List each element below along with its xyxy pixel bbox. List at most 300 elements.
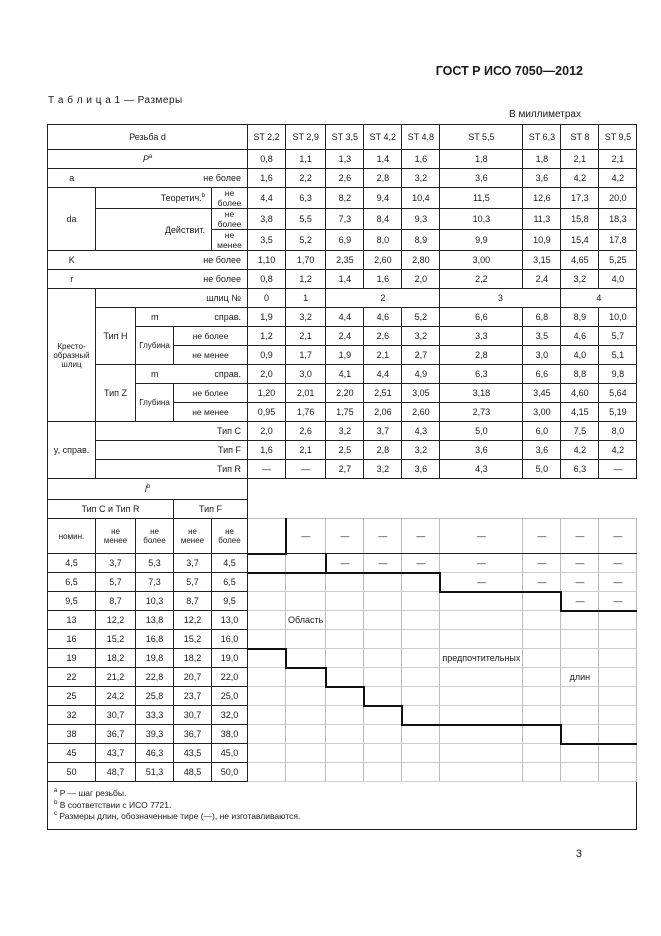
value-cell: 4,9 <box>402 365 440 384</box>
value-cell: 4,2 <box>599 169 637 188</box>
value-cell: 4,2 <box>599 441 637 460</box>
length-cell: 23,7 <box>174 687 212 706</box>
label-cell: Тип F <box>174 500 248 519</box>
value-cell: 3,45 <box>523 384 561 403</box>
value-cell: 8,2 <box>326 188 364 209</box>
region-cell <box>440 725 523 744</box>
region-cell <box>402 592 440 611</box>
dash-cell: — <box>523 554 561 573</box>
length-cell: 16,0 <box>212 630 248 649</box>
value-cell: 5,5 <box>286 209 326 230</box>
footnote-text: Размеры длин, обозначенные тире (—), не изготавливаются. <box>57 811 301 821</box>
region-cell <box>599 649 637 668</box>
value-cell: 20,0 <box>599 188 637 209</box>
region-cell <box>599 630 637 649</box>
value-cell: 2,8 <box>364 441 402 460</box>
value-cell: 2,6 <box>286 422 326 441</box>
region-cell <box>248 763 286 782</box>
value-cell: 5,0 <box>523 460 561 479</box>
footnote-mark: c <box>54 811 57 818</box>
value-cell: 3,2 <box>402 327 440 346</box>
value-cell: 1,6 <box>248 169 286 188</box>
region-label: Область <box>286 611 326 630</box>
region-cell <box>326 649 364 668</box>
dash-cell: — <box>561 519 599 554</box>
label-cell: справ. <box>174 308 248 327</box>
region-cell <box>523 611 561 630</box>
dash-cell: — <box>402 554 440 573</box>
table-row <box>48 169 637 188</box>
length-cell: 21,2 <box>96 668 136 687</box>
length-cell: 20,7 <box>174 668 212 687</box>
value-cell: 2,2 <box>440 270 523 289</box>
value-cell: 4,4 <box>364 365 402 384</box>
label-cell: не более <box>212 519 248 554</box>
dash-cell: — <box>440 573 523 592</box>
value-cell: 1,6 <box>364 270 402 289</box>
region-cell <box>248 744 286 763</box>
footnote-mark: b <box>201 193 205 199</box>
value-cell: 1,10 <box>248 251 286 270</box>
length-cell: 8,7 <box>96 592 136 611</box>
value-cell: 4,2 <box>561 169 599 188</box>
label-cell: Тип C и Тип R <box>48 500 174 519</box>
value-cell: 4,15 <box>561 403 599 422</box>
length-cell: 6,5 <box>48 573 96 592</box>
length-cell: 48,5 <box>174 763 212 782</box>
dash-cell: — <box>561 573 599 592</box>
value-cell: 9,9 <box>440 230 523 251</box>
region-cell <box>440 630 523 649</box>
label-cell: не менее <box>174 346 248 365</box>
label-cell: не более <box>96 251 248 270</box>
value-cell: 10,0 <box>599 308 637 327</box>
length-cell: 4,5 <box>48 554 96 573</box>
value-cell: 3,2 <box>561 270 599 289</box>
value-cell: 1,4 <box>364 150 402 169</box>
region-cell <box>248 573 286 592</box>
notes-row <box>48 782 637 830</box>
table-row <box>48 592 637 611</box>
value-cell: 5,2 <box>286 230 326 251</box>
table-row <box>48 744 637 763</box>
length-cell: 12,2 <box>174 611 212 630</box>
length-cell: 10,3 <box>136 592 174 611</box>
value-cell: 15,4 <box>561 230 599 251</box>
region-cell <box>286 649 326 668</box>
value-cell: 1,2 <box>286 270 326 289</box>
region-cell <box>326 744 364 763</box>
value-cell: — <box>248 460 286 479</box>
length-cell: 15,2 <box>96 630 136 649</box>
value-cell: 9,4 <box>364 188 402 209</box>
region-cell <box>402 649 440 668</box>
region-cell <box>440 668 523 687</box>
value-cell: 2,01 <box>286 384 326 403</box>
column-header: ST 6,3 <box>523 125 561 150</box>
label-cell: K <box>48 251 96 270</box>
value-cell: 1,9 <box>248 308 286 327</box>
column-header: ST 2,2 <box>248 125 286 150</box>
region-cell <box>364 668 402 687</box>
value-cell: 2,73 <box>440 403 523 422</box>
label-cell: не менее <box>96 519 136 554</box>
label-cell: Тип R <box>96 460 248 479</box>
region-cell <box>326 725 364 744</box>
value-cell: 0,8 <box>248 150 286 169</box>
value-cell: 2,60 <box>364 251 402 270</box>
value-cell: 5,1 <box>599 346 637 365</box>
value-cell: 2,6 <box>364 327 402 346</box>
value-cell: 6,0 <box>523 422 561 441</box>
dash-cell: — <box>402 519 440 554</box>
value-cell: 9,8 <box>599 365 637 384</box>
label-cell: не более <box>212 188 248 209</box>
length-cell: 22,8 <box>136 668 174 687</box>
value-cell: 1,6 <box>402 150 440 169</box>
footnotes <box>48 782 637 830</box>
region-cell <box>364 573 402 592</box>
table-row <box>48 649 637 668</box>
length-cell: 8,7 <box>174 592 212 611</box>
region-cell <box>364 687 402 706</box>
label-cell: Глубина <box>136 384 174 422</box>
region-cell <box>286 706 326 725</box>
value-cell: 11,5 <box>440 188 523 209</box>
dash-cell: — <box>523 573 561 592</box>
value-cell: 6,8 <box>523 308 561 327</box>
label-cell: Тип H <box>96 308 136 365</box>
region-cell <box>440 706 523 725</box>
value-cell: 6,3 <box>561 460 599 479</box>
label-cell: Тип C <box>96 422 248 441</box>
region-cell <box>440 744 523 763</box>
dimensions-table <box>47 124 637 830</box>
region-cell <box>402 725 440 744</box>
region-cell <box>364 725 402 744</box>
region-cell <box>286 763 326 782</box>
p-symbol: P <box>142 154 149 164</box>
region-label: длин <box>561 668 599 687</box>
dash-cell: — <box>440 519 523 554</box>
region-cell <box>248 519 286 554</box>
region-cell <box>523 649 561 668</box>
column-header: ST 5,5 <box>440 125 523 150</box>
label-cell: шлиц № <box>96 289 248 308</box>
value-cell: 1,75 <box>326 403 364 422</box>
table-row <box>48 611 637 630</box>
length-cell: 12,2 <box>96 611 136 630</box>
table-row <box>48 150 637 169</box>
value-cell: 8,9 <box>402 230 440 251</box>
length-cell: 19,8 <box>136 649 174 668</box>
value-cell: 7,5 <box>561 422 599 441</box>
region-cell <box>523 592 561 611</box>
length-cell: 51,3 <box>136 763 174 782</box>
value-cell: 6,3 <box>286 188 326 209</box>
length-cell: 43,5 <box>174 744 212 763</box>
value-cell: 3,0 <box>523 346 561 365</box>
value-cell: 4,0 <box>599 270 637 289</box>
table-row <box>48 188 637 209</box>
region-cell <box>402 763 440 782</box>
thread-header: Резьба d <box>48 125 248 150</box>
value-cell: 3,5 <box>248 230 286 251</box>
value-cell: 17,8 <box>599 230 637 251</box>
length-cell: 46,3 <box>136 744 174 763</box>
value-cell: 1,8 <box>523 150 561 169</box>
region-cell <box>561 630 599 649</box>
table-row <box>48 125 637 150</box>
table-row <box>48 441 637 460</box>
region-cell <box>523 763 561 782</box>
value-cell: 5,25 <box>599 251 637 270</box>
table-row <box>48 763 637 782</box>
region-cell <box>440 763 523 782</box>
region-cell <box>402 630 440 649</box>
region-cell <box>364 706 402 725</box>
length-cell: 15,2 <box>174 630 212 649</box>
region-cell <box>364 763 402 782</box>
value-cell: 1,76 <box>286 403 326 422</box>
value-cell: 6,3 <box>440 365 523 384</box>
length-cell: 19 <box>48 649 96 668</box>
region-cell <box>402 611 440 630</box>
value-cell: 2,0 <box>248 422 286 441</box>
value-cell: 5,2 <box>402 308 440 327</box>
region-label: предпочтительных <box>440 649 523 668</box>
table-row <box>48 479 637 500</box>
value-cell: 1,1 <box>286 150 326 169</box>
value-cell: 5,19 <box>599 403 637 422</box>
length-cell: 5,7 <box>96 573 136 592</box>
dash-cell: — <box>326 554 364 573</box>
length-cell: 25,0 <box>212 687 248 706</box>
label-cell: не менее <box>174 519 212 554</box>
dash-cell: — <box>523 519 561 554</box>
length-cell: 48,7 <box>96 763 136 782</box>
region-cell <box>523 630 561 649</box>
table-row <box>48 573 637 592</box>
value-cell: 2,1 <box>561 150 599 169</box>
label-cell: справ. <box>174 365 248 384</box>
value-cell: 3,0 <box>286 365 326 384</box>
table-row <box>48 668 637 687</box>
length-cell: 3,7 <box>96 554 136 573</box>
length-cell: 36,7 <box>96 725 136 744</box>
region-cell <box>364 630 402 649</box>
value-cell: 3,00 <box>440 251 523 270</box>
length-cell: 24,2 <box>96 687 136 706</box>
region-cell <box>599 763 637 782</box>
value-cell: 10,9 <box>523 230 561 251</box>
region-cell <box>402 744 440 763</box>
region-cell <box>326 592 364 611</box>
slot-number: 2 <box>326 289 440 308</box>
footnote-text: P — шаг резьбы. <box>57 788 127 798</box>
dash-cell: — <box>599 519 637 554</box>
footnote <box>54 800 630 812</box>
value-cell: 1,3 <box>326 150 364 169</box>
value-cell: — <box>599 460 637 479</box>
table-row <box>48 251 637 270</box>
region-cell <box>326 706 364 725</box>
label-cell: не менее <box>212 230 248 251</box>
length-cell: 13 <box>48 611 96 630</box>
document-title: ГОСТ Р ИСО 7050—2012 <box>435 64 583 78</box>
length-cell: 4,5 <box>212 554 248 573</box>
length-cell: 18,2 <box>96 649 136 668</box>
label-cell: a <box>48 169 96 188</box>
table-row <box>48 554 637 573</box>
length-cell: 19,0 <box>212 649 248 668</box>
column-header: ST 8 <box>561 125 599 150</box>
value-cell: 1,9 <box>326 346 364 365</box>
region-cell <box>402 687 440 706</box>
value-cell: 1,20 <box>248 384 286 403</box>
value-cell: 3,6 <box>402 460 440 479</box>
region-cell <box>440 592 523 611</box>
theoretical-text: Теоретич. <box>160 193 202 203</box>
slot-number: 1 <box>286 289 326 308</box>
value-cell: 4,65 <box>561 251 599 270</box>
value-cell: 4,6 <box>364 308 402 327</box>
label-cell: Тип Z <box>96 365 136 422</box>
region-cell <box>523 668 561 687</box>
value-cell: 2,0 <box>248 365 286 384</box>
value-cell: 11,3 <box>523 209 561 230</box>
length-cell: 6,5 <box>212 573 248 592</box>
value-cell: 4,4 <box>326 308 364 327</box>
table-row <box>48 519 637 554</box>
value-cell: 0,95 <box>248 403 286 422</box>
value-cell: 3,18 <box>440 384 523 403</box>
value-cell: 2,1 <box>599 150 637 169</box>
label-cell: не более <box>96 169 248 188</box>
region-cell <box>402 573 440 592</box>
dash-cell: — <box>599 592 637 611</box>
footnote-mark: a <box>54 788 58 795</box>
region-cell <box>523 744 561 763</box>
page-number: 3 <box>575 848 582 860</box>
dash-cell: — <box>561 554 599 573</box>
column-header: ST 4,8 <box>402 125 440 150</box>
length-cell: 13,8 <box>136 611 174 630</box>
value-cell: 12,6 <box>523 188 561 209</box>
region-cell <box>326 611 364 630</box>
dash-cell: — <box>364 519 402 554</box>
value-cell: 2,6 <box>326 169 364 188</box>
table-row <box>48 460 637 479</box>
value-cell: 2,20 <box>326 384 364 403</box>
region-cell <box>286 554 326 573</box>
value-cell: 3,6 <box>523 441 561 460</box>
region-cell <box>286 725 326 744</box>
value-cell: 1,8 <box>440 150 523 169</box>
table-row <box>48 308 637 327</box>
column-header: ST 3,5 <box>326 125 364 150</box>
value-cell: 8,4 <box>364 209 402 230</box>
region-cell <box>326 763 364 782</box>
value-cell: — <box>286 460 326 479</box>
value-cell: 2,51 <box>364 384 402 403</box>
region-cell <box>364 649 402 668</box>
label-cell: не менее <box>174 403 248 422</box>
region-cell <box>248 706 286 725</box>
region-cell <box>561 649 599 668</box>
length-cell: 50,0 <box>212 763 248 782</box>
value-cell: 4,2 <box>561 441 599 460</box>
label-cell: Действит. <box>96 209 212 251</box>
value-cell: 4,3 <box>402 422 440 441</box>
value-cell: 2,7 <box>326 460 364 479</box>
region-cell <box>248 630 286 649</box>
table-row <box>48 630 637 649</box>
value-cell: 1,6 <box>248 441 286 460</box>
region-cell <box>248 554 286 573</box>
region-cell <box>248 687 286 706</box>
value-cell: 2,8 <box>364 169 402 188</box>
theoretical-label <box>96 188 212 209</box>
value-cell: 1,7 <box>286 346 326 365</box>
value-cell: 2,2 <box>286 169 326 188</box>
length-cell: 32,0 <box>212 706 248 725</box>
region-cell <box>561 744 599 763</box>
dash-cell: — <box>326 519 364 554</box>
value-cell: 3,6 <box>440 169 523 188</box>
footnote-text: В соответствии с ИСО 7721. <box>57 799 172 810</box>
length-grid-header-blank <box>248 479 637 519</box>
value-cell: 2,1 <box>286 327 326 346</box>
length-cell: 25,8 <box>136 687 174 706</box>
value-cell: 4,1 <box>326 365 364 384</box>
length-cell: 38,0 <box>212 725 248 744</box>
length-cell: 16 <box>48 630 96 649</box>
value-cell: 8,9 <box>561 308 599 327</box>
region-cell <box>599 706 637 725</box>
value-cell: 2,1 <box>286 441 326 460</box>
value-cell: 18,3 <box>599 209 637 230</box>
value-cell: 3,7 <box>364 422 402 441</box>
value-cell: 2,06 <box>364 403 402 422</box>
region-cell <box>561 763 599 782</box>
table-row <box>48 365 637 384</box>
value-cell: 2,8 <box>440 346 523 365</box>
l-symbol: l <box>144 484 147 494</box>
value-cell: 4,0 <box>561 346 599 365</box>
region-cell <box>561 725 599 744</box>
region-cell <box>286 592 326 611</box>
label-cell: не более <box>136 519 174 554</box>
length-cell: 9,5 <box>48 592 96 611</box>
value-cell: 3,05 <box>402 384 440 403</box>
value-cell: 17,3 <box>561 188 599 209</box>
length-cell: 33,3 <box>136 706 174 725</box>
label-cell: Кресто- образный шлиц <box>48 289 96 422</box>
value-cell: 2,4 <box>523 270 561 289</box>
value-cell: 8,0 <box>599 422 637 441</box>
region-cell <box>248 592 286 611</box>
slot-number: 0 <box>248 289 286 308</box>
value-cell: 10,4 <box>402 188 440 209</box>
column-header: ST 9,5 <box>599 125 637 150</box>
value-cell: 3,2 <box>402 441 440 460</box>
footnote-mark: b <box>54 799 58 806</box>
table-row <box>48 706 637 725</box>
length-cell: 16,8 <box>136 630 174 649</box>
length-cell: 30,7 <box>174 706 212 725</box>
label-cell: Глубина <box>136 327 174 365</box>
